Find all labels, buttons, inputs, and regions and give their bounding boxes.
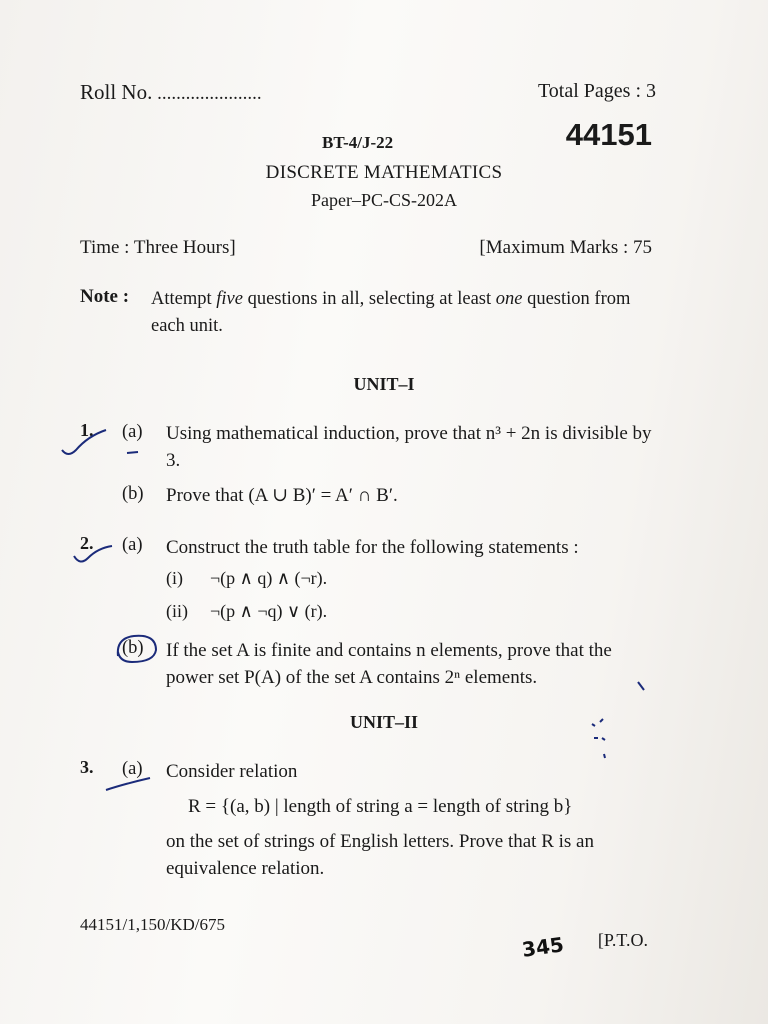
subject-title: DISCRETE MATHEMATICS — [265, 162, 503, 183]
exam-code: BT-4/J-22 — [322, 133, 394, 152]
question-1b-text: Prove that (A ∪ B)′ = A′ ∩ B′. — [166, 485, 398, 506]
total-pages: Total Pages : 3 — [537, 80, 656, 102]
please-turn-over: [P.T.O. — [597, 930, 648, 950]
question-1a-label: (a) — [122, 422, 143, 442]
question-2a-i-text: ¬(p ∧ q) ∧ (¬r). — [210, 568, 328, 588]
maximum-marks: [Maximum Marks : 75 — [479, 237, 652, 258]
paper-number: 44151 — [565, 117, 652, 152]
note-text — [151, 286, 661, 340]
dash-mark — [124, 448, 144, 458]
tick-mark-q1 — [58, 420, 118, 460]
roll-label: Roll No. — [80, 80, 153, 104]
question-2a-ii-label: (ii) — [166, 601, 188, 621]
question-2-number: 2. — [80, 533, 94, 553]
note-part: questions in all, selecting at least — [242, 289, 496, 309]
unit-1-heading: UNIT–I — [353, 374, 415, 394]
question-2a-i-label: (i) — [166, 568, 183, 588]
paper-code: Paper–PC-CS-202A — [310, 190, 457, 210]
time-allowed: Time : Three Hours] — [80, 237, 236, 258]
scribble-mark — [586, 716, 616, 760]
question-2a-label: (a) — [122, 535, 143, 555]
question-1a-text: Using mathematical induction, prove that n³ + 2n is divisible by 3. — [166, 423, 652, 471]
note-label: Note : — [80, 286, 130, 307]
note-part: Attempt — [151, 289, 217, 309]
note-italic: five — [216, 289, 243, 309]
question-3a-label: (a) — [122, 759, 143, 779]
roll-dots: ...................... — [157, 83, 262, 104]
footer-code: 44151/1,150/KD/675 — [80, 915, 225, 934]
handwritten-note: 345 — [520, 932, 566, 962]
note-italic: one — [495, 289, 523, 309]
note-part: question from each unit. — [151, 289, 631, 336]
tick-mark-q2 — [70, 540, 120, 570]
unit-2-heading: UNIT–II — [349, 712, 419, 732]
question-3-number: 3. — [80, 757, 94, 777]
question-2a-ii-text: ¬(p ∧ ¬q) ∨ (r). — [210, 601, 328, 621]
relation-definition: R = {(a, b) | length of string a = length of string b} — [188, 796, 573, 817]
question-2b-label: (b) — [122, 638, 144, 658]
question-3a-text: Consider relation — [166, 761, 298, 782]
question-2a-text: Construct the truth table for the following statements : — [166, 537, 579, 558]
question-2b-text: If the set A is finite and contains n elements, prove that the power set P(A) of the set A contains 2ⁿ elements. — [166, 640, 612, 688]
question-1b-label: (b) — [122, 484, 144, 504]
circle-mark-2b — [112, 630, 162, 666]
underline-mark-3a — [100, 772, 160, 798]
question-3a-text-continued: on the set of strings of English letters. Prove that R is an equivalence relation. — [166, 831, 594, 879]
roll-number-line — [80, 80, 262, 105]
dot-mark — [632, 676, 652, 696]
question-1-number: 1. — [80, 420, 94, 440]
